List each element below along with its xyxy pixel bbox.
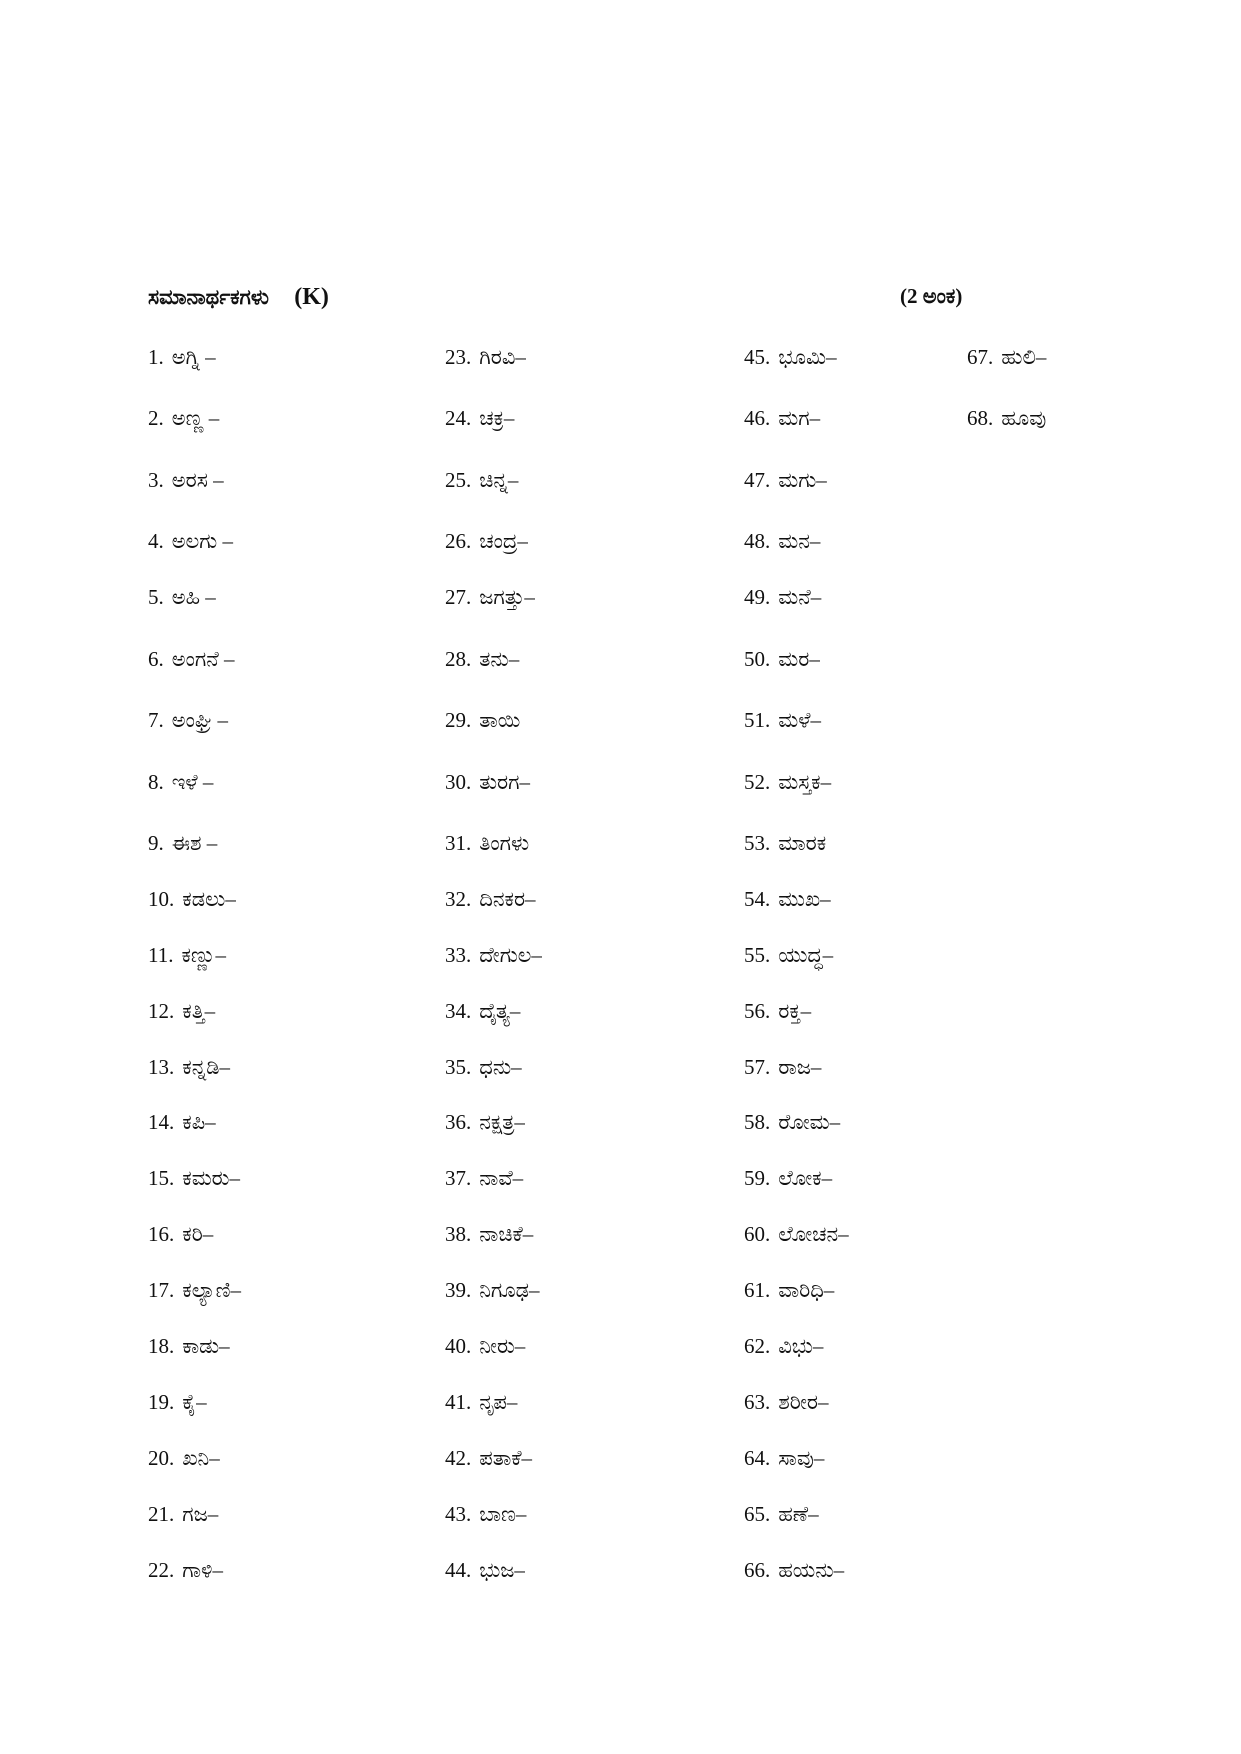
item-number: 1. [148, 345, 164, 369]
item-number: 65. [744, 1502, 771, 1526]
word-item [148, 466, 224, 494]
word-item [148, 527, 233, 555]
item-number: 26. [445, 529, 472, 553]
item-word: ಮರ– [778, 647, 820, 671]
item-number: 4. [148, 529, 164, 553]
item-word: ಧನು– [479, 1055, 522, 1079]
word-item [967, 404, 1046, 432]
item-word: ಹಯನು– [778, 1558, 845, 1582]
heading-title: ಸಮಾನಾರ್ಥಕಗಳು [148, 285, 269, 309]
marks-label: (2 ಅಂಕ) [900, 284, 963, 308]
word-item [445, 1220, 533, 1248]
word-item [148, 583, 216, 611]
word-item [148, 1164, 240, 1192]
item-number: 31. [445, 831, 472, 855]
word-item [744, 1388, 829, 1416]
item-word: ಲೋಚನ– [778, 1222, 849, 1246]
item-number: 51. [744, 708, 771, 732]
item-word: ಮುಖ– [778, 887, 831, 911]
word-item [445, 527, 528, 555]
item-word: ಮಗು– [778, 468, 827, 492]
item-word: ಪತಾಕೆ– [479, 1446, 533, 1470]
word-item [148, 645, 235, 673]
item-number: 56. [744, 999, 771, 1023]
item-word: ರಾಜ– [778, 1055, 822, 1079]
item-number: 2. [148, 406, 164, 430]
word-item [744, 466, 827, 494]
item-number: 3. [148, 468, 164, 492]
word-item [744, 1556, 844, 1584]
word-item [445, 343, 526, 371]
word-item [148, 1332, 230, 1360]
item-word: ಕಾಡು– [182, 1334, 230, 1358]
item-word: ಖನಿ– [182, 1446, 220, 1470]
item-word: ತುರಗ– [479, 770, 531, 794]
item-number: 36. [445, 1110, 472, 1134]
item-word: ಮಳೆ– [778, 708, 821, 732]
item-word: ವಿಭು– [778, 1334, 824, 1358]
item-number: 41. [445, 1390, 472, 1414]
item-word: ವಾರಿಧಿ– [778, 1278, 835, 1302]
item-word: ನಿಗೂಢ– [479, 1278, 540, 1302]
word-item [445, 1332, 525, 1360]
word-item [445, 1388, 517, 1416]
item-number: 6. [148, 647, 164, 671]
item-word: ಈಶ – [171, 831, 218, 855]
item-word: ಕರಿ– [182, 1222, 214, 1246]
section-heading [148, 284, 329, 311]
item-word: ಗಜ– [182, 1502, 219, 1526]
item-number: 30. [445, 770, 472, 794]
word-item [445, 706, 520, 734]
item-number: 40. [445, 1334, 472, 1358]
item-word: ಅಂಘ್ರಿ – [171, 708, 229, 732]
word-item [744, 1500, 819, 1528]
item-number: 9. [148, 831, 164, 855]
word-item [445, 1556, 525, 1584]
item-word: ಮಸ್ತಕ– [778, 770, 832, 794]
item-number: 10. [148, 887, 175, 911]
word-item [744, 1444, 824, 1472]
item-number: 13. [148, 1055, 175, 1079]
word-item [744, 527, 820, 555]
word-item [744, 1276, 834, 1304]
item-word: ಕೈ– [182, 1390, 207, 1414]
item-word: ಕಣ್ಣು– [181, 943, 226, 967]
item-word: ಕಲ್ಯಾಣಿ– [182, 1278, 241, 1302]
item-number: 15. [148, 1166, 175, 1190]
item-number: 63. [744, 1390, 771, 1414]
word-item [148, 1108, 216, 1136]
item-word: ಇಳೆ – [171, 770, 214, 794]
word-item [744, 1053, 821, 1081]
item-word: ರೋಮ– [778, 1110, 841, 1134]
item-number: 43. [445, 1502, 472, 1526]
word-item [744, 343, 837, 371]
item-word: ಭೂಮಿ– [778, 345, 837, 369]
word-item [744, 1108, 840, 1136]
word-item [148, 404, 219, 432]
word-item [744, 1332, 823, 1360]
item-number: 47. [744, 468, 771, 492]
word-item [744, 583, 821, 611]
item-number: 28. [445, 647, 472, 671]
item-word: ನೃಪ– [479, 1390, 518, 1414]
item-word: ಅಂಗನೆ – [171, 647, 235, 671]
word-item [445, 885, 536, 913]
item-number: 17. [148, 1278, 175, 1302]
word-item [148, 343, 216, 371]
word-item [445, 1500, 526, 1528]
word-item [148, 1444, 220, 1472]
item-word: ಹೂವು [1001, 406, 1047, 430]
item-word: ಅಗ್ನಿ – [171, 345, 216, 369]
item-number: 12. [148, 999, 175, 1023]
item-word: ಕಪಿ– [182, 1110, 216, 1134]
word-item [445, 1108, 525, 1136]
item-word: ಸಾವು– [778, 1446, 825, 1470]
item-word: ಕತ್ತಿ– [182, 999, 216, 1023]
item-word: ದೈತ್ಯ– [479, 999, 521, 1023]
item-number: 68. [967, 406, 994, 430]
item-word: ಬಾಣ– [479, 1502, 527, 1526]
item-word: ಭುಜ– [479, 1558, 525, 1582]
item-word: ನಾಚಿಕೆ– [479, 1222, 534, 1246]
item-word: ಮಗ– [778, 406, 821, 430]
item-word: ಶರೀರ– [778, 1390, 829, 1414]
item-word: ಕಮರು– [182, 1166, 240, 1190]
item-number: 21. [148, 1502, 175, 1526]
item-number: 20. [148, 1446, 175, 1470]
item-number: 18. [148, 1334, 175, 1358]
item-number: 57. [744, 1055, 771, 1079]
item-word: ಲೋಕ– [778, 1166, 833, 1190]
item-word: ಯುದ್ಧ– [778, 943, 834, 967]
word-item [744, 829, 826, 857]
item-word: ಮಾರಕ [778, 831, 827, 855]
item-number: 64. [744, 1446, 771, 1470]
heading-code: (K) [294, 284, 329, 310]
item-number: 58. [744, 1110, 771, 1134]
item-number: 42. [445, 1446, 472, 1470]
item-number: 62. [744, 1334, 771, 1358]
item-word: ರಕ್ತ– [778, 999, 812, 1023]
word-item [148, 885, 236, 913]
item-number: 29. [445, 708, 472, 732]
word-item [744, 1220, 849, 1248]
item-number: 16. [148, 1222, 175, 1246]
word-item [148, 1500, 218, 1528]
word-item [148, 768, 213, 796]
item-number: 54. [744, 887, 771, 911]
item-number: 60. [744, 1222, 771, 1246]
item-word: ತಿಂಗಳು [479, 831, 530, 855]
item-number: 39. [445, 1278, 472, 1302]
item-number: 67. [967, 345, 994, 369]
word-item [148, 706, 228, 734]
item-word: ಚಂದ್ರ– [479, 529, 528, 553]
item-number: 19. [148, 1390, 175, 1414]
item-number: 48. [744, 529, 771, 553]
word-item [445, 404, 514, 432]
item-word: ತನು– [479, 647, 520, 671]
item-word: ತಾಯಿ [479, 708, 521, 732]
item-number: 33. [445, 943, 472, 967]
item-number: 45. [744, 345, 771, 369]
word-item [445, 1276, 540, 1304]
item-word: ಅರಸ – [171, 468, 224, 492]
item-word: ಅಹಿ – [171, 585, 216, 609]
word-item [967, 343, 1046, 371]
word-item [148, 829, 217, 857]
word-item [445, 1444, 532, 1472]
item-word: ಚಕ್ರ– [479, 406, 515, 430]
word-item [445, 1053, 522, 1081]
word-item [148, 997, 215, 1025]
item-word: ಕಡಲು– [182, 887, 236, 911]
word-item [744, 885, 831, 913]
item-number: 24. [445, 406, 472, 430]
item-word: ಕನ್ನಡಿ– [182, 1055, 230, 1079]
item-number: 61. [744, 1278, 771, 1302]
item-number: 66. [744, 1558, 771, 1582]
item-number: 52. [744, 770, 771, 794]
item-word: ಮನ– [778, 529, 821, 553]
item-number: 49. [744, 585, 771, 609]
item-number: 7. [148, 708, 164, 732]
item-number: 44. [445, 1558, 472, 1582]
item-number: 37. [445, 1166, 472, 1190]
word-item [744, 997, 811, 1025]
item-word: ನಾವೆ– [479, 1166, 524, 1190]
word-item [744, 706, 821, 734]
word-item [148, 1556, 223, 1584]
word-item [445, 768, 530, 796]
word-item [744, 404, 820, 432]
item-number: 5. [148, 585, 164, 609]
word-item [744, 941, 833, 969]
item-number: 22. [148, 1558, 175, 1582]
word-item [148, 1220, 213, 1248]
word-item [445, 645, 519, 673]
item-number: 27. [445, 585, 472, 609]
item-word: ಮನೆ– [778, 585, 822, 609]
word-item [445, 941, 542, 969]
word-item [445, 829, 529, 857]
item-number: 11. [148, 943, 174, 967]
item-number: 35. [445, 1055, 472, 1079]
item-number: 23. [445, 345, 472, 369]
item-number: 25. [445, 468, 472, 492]
word-item [744, 768, 831, 796]
word-item [744, 645, 820, 673]
item-word: ಅಣ್ಣ – [171, 406, 220, 430]
word-item [445, 583, 535, 611]
item-word: ಗಿರವಿ– [479, 345, 526, 369]
word-item [445, 1164, 523, 1192]
word-item [445, 466, 518, 494]
item-number: 8. [148, 770, 164, 794]
item-word: ಚಿನ್ನ– [479, 468, 519, 492]
item-number: 59. [744, 1166, 771, 1190]
word-item [148, 941, 226, 969]
item-word: ನೀರು– [479, 1334, 526, 1358]
item-number: 50. [744, 647, 771, 671]
item-number: 14. [148, 1110, 175, 1134]
word-item [148, 1053, 230, 1081]
item-number: 53. [744, 831, 771, 855]
item-number: 38. [445, 1222, 472, 1246]
item-word: ದೇಗುಲ– [479, 943, 542, 967]
item-word: ಹುಲಿ– [1001, 345, 1047, 369]
item-word: ಹಣೆ– [778, 1502, 819, 1526]
item-number: 46. [744, 406, 771, 430]
item-number: 32. [445, 887, 472, 911]
item-word: ಗಾಳಿ– [182, 1558, 223, 1582]
item-number: 55. [744, 943, 771, 967]
word-item [148, 1276, 241, 1304]
item-word: ಅಲಗು – [171, 529, 233, 553]
word-item [744, 1164, 832, 1192]
item-word: ದಿನಕರ– [479, 887, 536, 911]
item-number: 34. [445, 999, 472, 1023]
word-item [148, 1388, 207, 1416]
item-word: ಜಗತ್ತು– [479, 585, 535, 609]
item-word: ನಕ್ಷತ್ರ– [479, 1110, 525, 1134]
word-item [445, 997, 520, 1025]
